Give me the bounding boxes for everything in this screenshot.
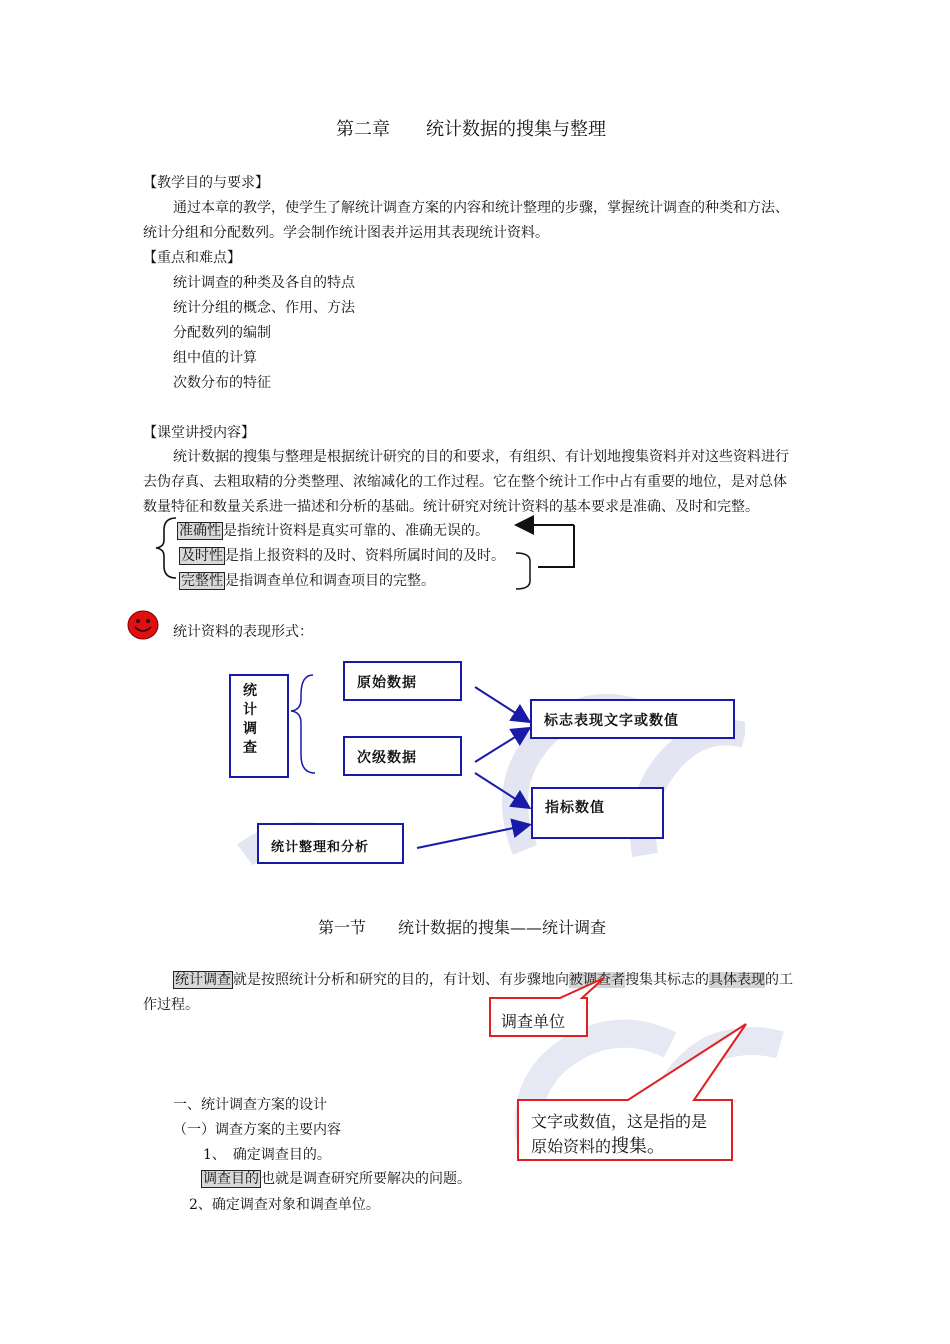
left-brace [150, 514, 180, 582]
term-survey-purpose: 调查目的 [203, 1171, 259, 1187]
chapter-title: 第二章 统计数据的搜集与整理 [336, 119, 606, 140]
section-title: 第一节 统计数据的搜集——统计调查 [318, 918, 607, 937]
box-indicator-value: 指标数值 [531, 787, 664, 839]
return-arrow [508, 515, 583, 595]
class-line-3: 数量特征和数量关系进一描述和分析的基础。统计研究对统计资料的基本要求是准确、及时和完整。 [143, 499, 759, 515]
definition-line-1: 统计调查 就是按照统计分析和研究的目的，有计划、有步骤地向被调查者搜集其标志的具体表现的工 [175, 972, 793, 988]
requirement-timeliness: 及时性 是指上报资料的及时、资料所属时间的及时。 [181, 548, 505, 564]
class-line-2: 去伪存真、去粗取精的分类整理、浓缩减化的工作过程。它在整个统计工作中占有重要的地位，是对总体 [143, 474, 787, 490]
smiley-icon [127, 610, 159, 640]
goal-line-1: 通过本章的教学，使学生了解统计调查方案的内容和统计整理的步骤，掌握统计调查的种类和方法、 [173, 200, 789, 216]
requirement-completeness: 完整性 是指调查单位和调查项目的完整。 [181, 573, 435, 589]
term-timeliness: 及时性 [181, 548, 223, 564]
term-statistical-survey: 统计调查 [175, 972, 231, 988]
goal-line-2: 统计分组和分配数列。学会制作统计图表并运用其表现统计资料。 [143, 225, 549, 241]
box-text-or-value: 标志表现文字或数值 [530, 699, 735, 739]
key-item: 次数分布的特征 [173, 375, 271, 391]
key-item: 统计分组的概念、作用、方法 [173, 300, 355, 316]
key-item: 统计调查的种类及各自的特点 [173, 275, 355, 291]
outline-purpose: 调查目的 也就是调查研究所要解决的问题。 [203, 1171, 471, 1187]
class-line-1: 统计数据的搜集与整理是根据统计研究的目的和要求，有组织、有计划地搜集资料并对这些资料进行 [173, 449, 789, 465]
callout-survey-unit: 调查单位 [501, 1009, 565, 1032]
requirement-accuracy: 准确性 是指统计资料是真实可靠的、准确无误的。 [179, 523, 489, 539]
term-completeness: 完整性 [181, 573, 223, 589]
key-item: 分配数列的编制 [173, 325, 271, 341]
outline-heading-2: （一）调查方案的主要内容 [173, 1122, 341, 1138]
box-secondary-data: 次级数据 [343, 736, 462, 776]
box-statistical-survey: 统 计 调 查 [229, 674, 289, 778]
outline-item-1: 1、 确定调查目的。 [203, 1147, 331, 1163]
definition-line-2: 作过程。 [143, 997, 199, 1013]
term-accuracy: 准确性 [179, 523, 221, 539]
callout-text-or-value: 文字或数值，这是指的是 原始资料的搜集。 [531, 1109, 707, 1158]
box-processing-analysis: 统计整理和分析 [257, 823, 404, 864]
class-heading: 【课堂讲授内容】 [143, 425, 255, 441]
box-raw-data: 原始数据 [343, 661, 462, 701]
key-item: 组中值的计算 [173, 350, 257, 366]
outline-heading-1: 一、统计调查方案的设计 [173, 1097, 327, 1113]
goal-heading: 【教学目的与要求】 [143, 175, 269, 191]
outline-item-2: 2、确定调查对象和调查单位。 [189, 1197, 380, 1213]
forms-label: 统计资料的表现形式： [173, 624, 313, 640]
key-heading: 【重点和难点】 [143, 250, 241, 266]
